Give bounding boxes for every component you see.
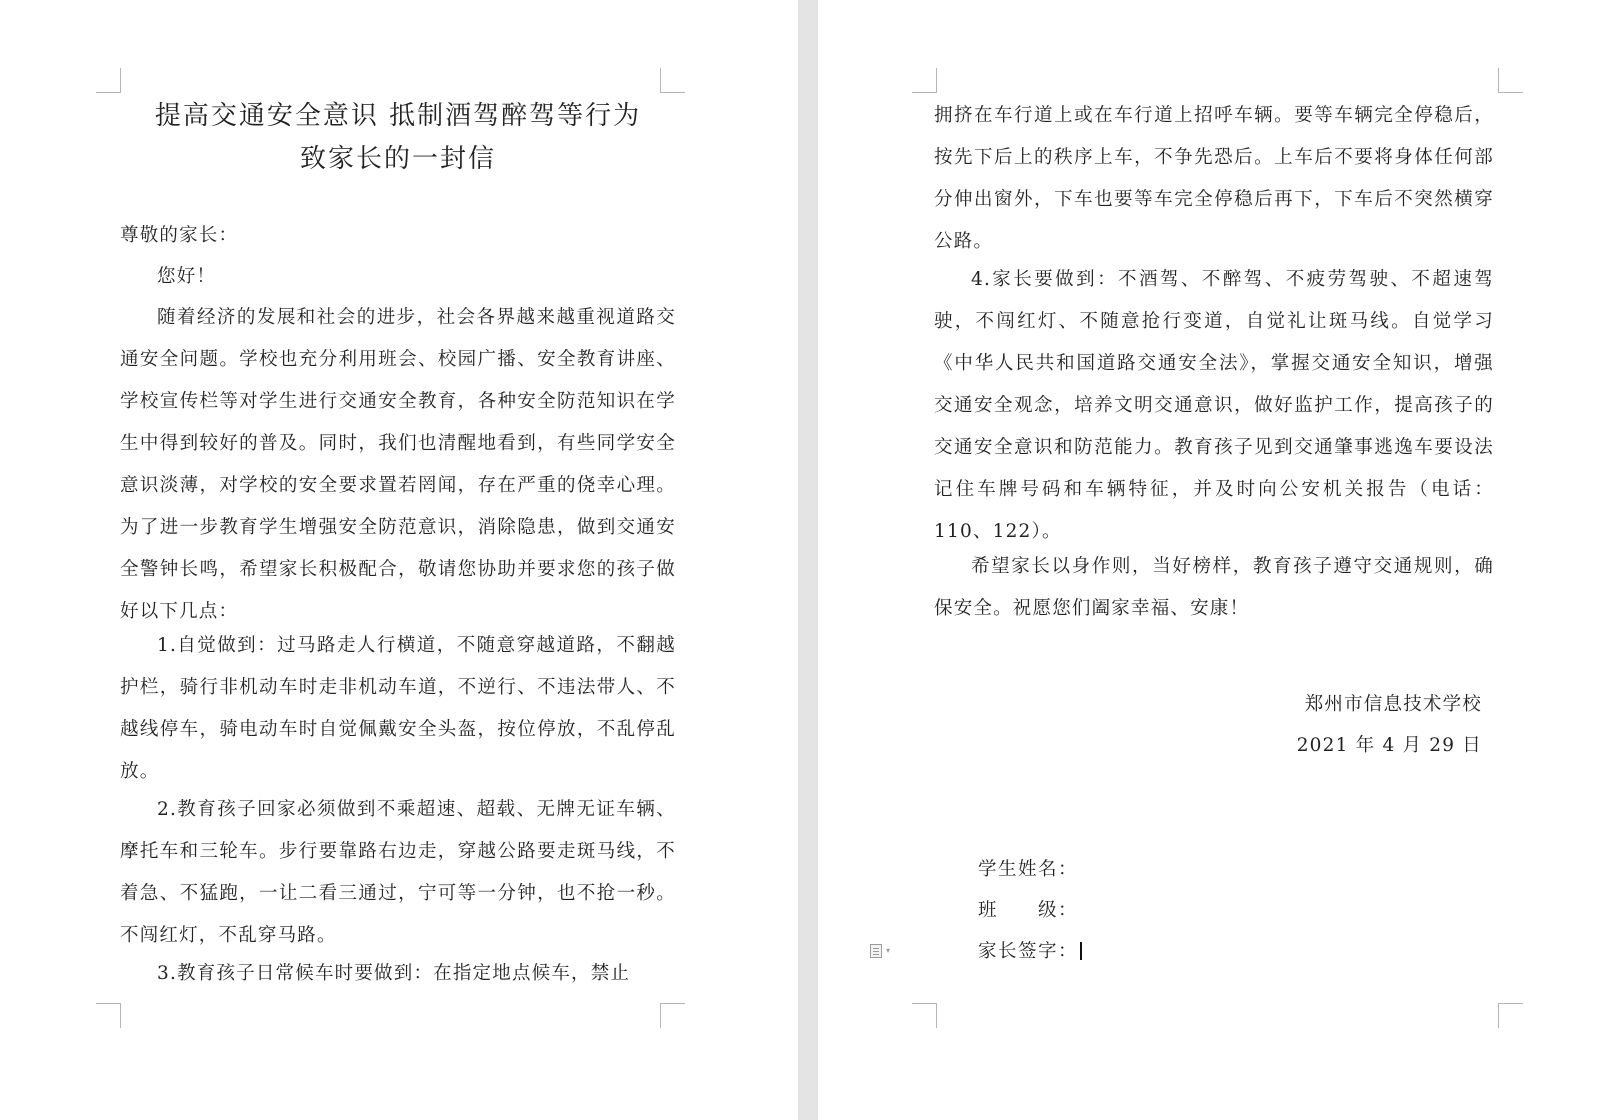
corner-mark-top-left — [912, 68, 937, 93]
point-3-paragraph-start[interactable]: 3.教育孩子日常候车时要做到：在指定地点候车，禁止 — [157, 963, 631, 984]
page-gutter — [798, 0, 818, 1120]
document-icon[interactable] — [870, 944, 882, 958]
student-name-field[interactable]: 学生姓名： — [978, 859, 1079, 880]
chevron-down-icon[interactable]: ▾ — [886, 946, 891, 955]
document-title-line-1[interactable]: 提高交通安全意识 抵制酒驾醉驾等行为 — [154, 101, 642, 131]
greeting[interactable]: 您好！ — [157, 266, 217, 287]
corner-mark-top-left — [96, 68, 121, 93]
parent-signature-field[interactable] — [978, 937, 1082, 963]
closing-paragraph[interactable]: 希望家长以身作则，当好榜样，教育孩子遵守交通规则，确保安全。祝愿您们阖家幸福、安康！ — [934, 556, 1494, 619]
class-field[interactable]: 班 级： — [978, 900, 1079, 921]
corner-mark-bottom-right — [1498, 1003, 1523, 1028]
text-cursor — [1080, 942, 1082, 960]
signature-organization[interactable]: 郑州市信息技术学校 — [1304, 694, 1482, 715]
point-1-paragraph[interactable]: 1.自觉做到：过马路走人行横道，不随意穿越道路，不翻越护栏，骑行非机动车时走非机动车道，不逆行、不违法带人、不越线停车，骑电动车时自觉佩戴安全头盔，按位停放，不乱停乱放。 — [120, 635, 676, 782]
signature-date[interactable]: 2021 年 4 月 29 日 — [1296, 735, 1482, 756]
page-1 — [0, 0, 798, 1120]
corner-mark-bottom-left — [96, 1003, 121, 1028]
point-3-paragraph-continued[interactable]: 拥挤在车行道上或在车行道上招呼车辆。要等车辆完全停稳后，按先下后上的秩序上车，不争先恐后。上车后不要将身体任何部分伸出窗外，下车也要等车完全停稳后再下，下车后不突然横穿公路。 — [934, 105, 1494, 252]
document-title-line-2[interactable]: 致家长的一封信 — [299, 144, 496, 174]
corner-mark-bottom-left — [912, 1003, 937, 1028]
corner-mark-top-right — [660, 68, 685, 93]
page-2 — [818, 0, 1605, 1120]
corner-mark-top-right — [1498, 68, 1523, 93]
intro-paragraph[interactable]: 随着经济的发展和社会的进步，社会各界越来越重视道路交通安全问题。学校也充分利用班会、校园广播、安全教育讲座、学校宣传栏等对学生进行交通安全教育，各种安全防范知识在学生中得到较好的普及。同时，我们也清醒地看到，有些同学安全意识淡薄，对学校的安全要求置若罔闻，存在严重的侥幸心理。为了进一步教育学生增强安全防范意识，消除隐患，做到交通安全警钟长鸣，希望家长积极配合，敬请您协助并要求您的孩子做好以下几点： — [120, 307, 676, 622]
salutation[interactable]: 尊敬的家长： — [120, 225, 239, 246]
parent-signature-label: 家长签字： — [978, 941, 1079, 962]
corner-mark-bottom-right — [660, 1003, 685, 1028]
point-2-paragraph[interactable]: 2.教育孩子回家必须做到不乘超速、超载、无牌无证车辆、摩托车和三轮车。步行要靠路右边走，穿越公路要走斑马线，不着急、不猛跑，一让二看三通过，宁可等一分钟，也不抢一秒。不闯红灯，不乱穿马路。 — [120, 799, 676, 946]
point-4-paragraph[interactable]: 4.家长要做到：不酒驾、不醉驾、不疲劳驾驶、不超速驾驶，不闯红灯、不随意抢行变道，自觉礼让斑马线。自觉学习《中华人民共和国道路交通安全法》，掌握交通安全知识，增强交通安全观念，培养文明交通意识，做好监护工作，提高孩子的交通安全意识和防范能力。教育孩子见到交通肇事逃逸车要设法记住车牌号码和车辆特征，并及时向公安机关报告（电话：110、122）。 — [934, 269, 1494, 542]
